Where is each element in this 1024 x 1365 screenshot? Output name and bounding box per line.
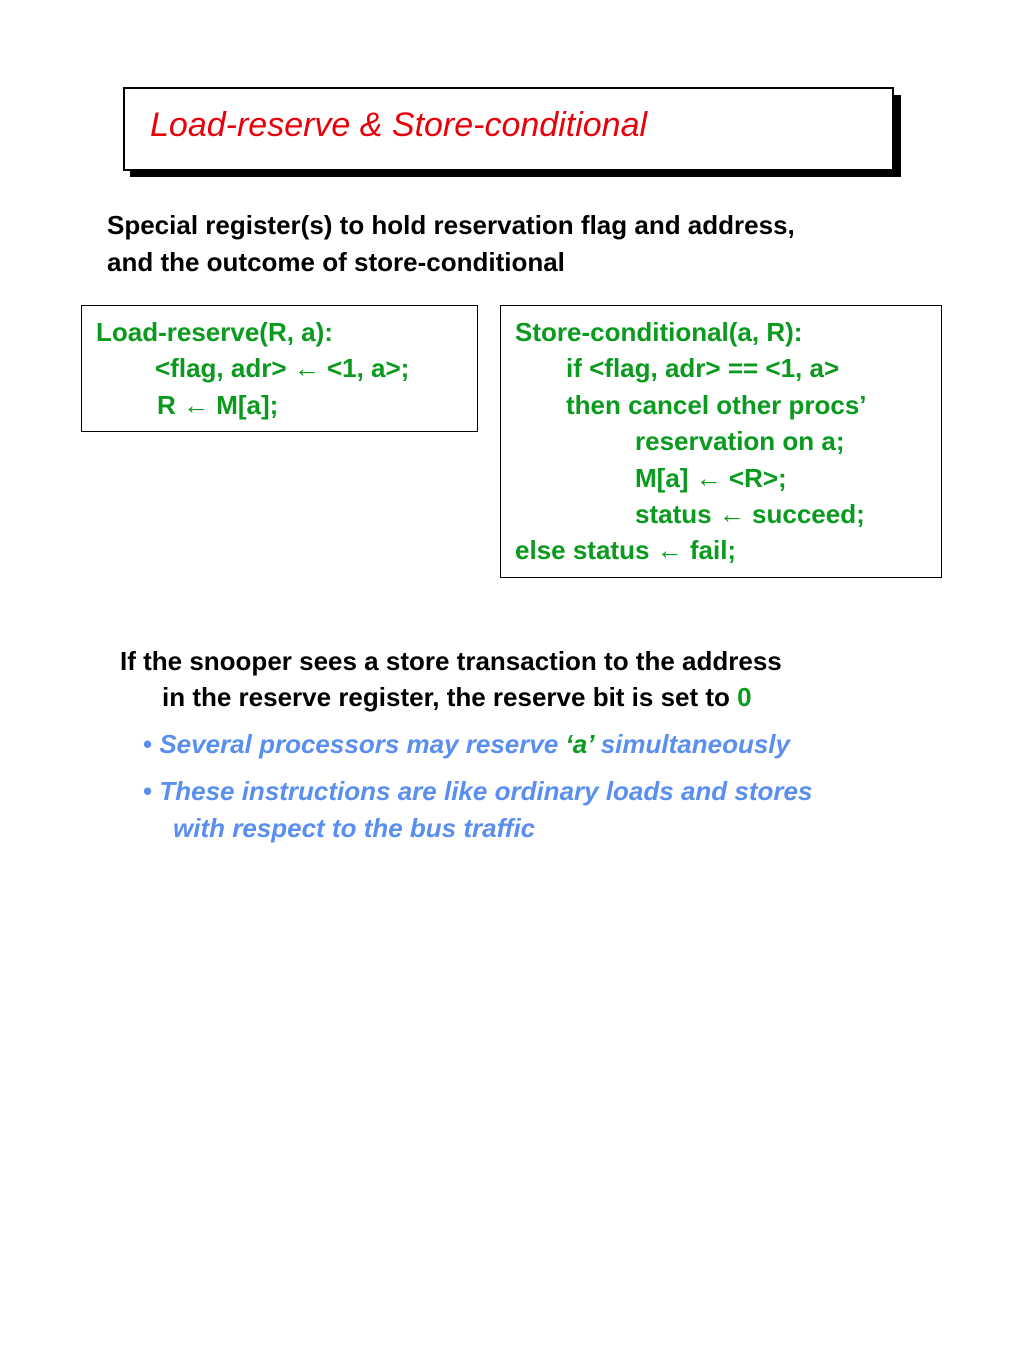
- bullet-dot: •: [143, 729, 153, 759]
- snooper-line-2: [162, 682, 752, 713]
- bullet-item-2: [143, 776, 812, 807]
- store-conditional-line-1: Store-conditional(a, R):: [515, 317, 803, 347]
- store-conditional-line-5: M[a] ← <R>;: [635, 463, 787, 493]
- bullet-2-line-2: with respect to the bus traffic: [173, 813, 536, 843]
- reserve-bit-value: 0: [737, 682, 752, 712]
- store-conditional-line-3: then cancel other procs’: [566, 390, 867, 420]
- bullet-1-suffix: simultaneously: [593, 729, 790, 759]
- intro-text: [107, 207, 795, 281]
- store-conditional-line-4: reservation on a;: [635, 426, 845, 456]
- store-conditional-line-6: status ← succeed;: [635, 499, 865, 529]
- intro-line-2: and the outcome of store-conditional: [107, 247, 565, 277]
- store-conditional-line-2: if <flag, adr> == <1, a>: [566, 353, 840, 383]
- bullet-item-1: [143, 729, 790, 760]
- bullet-dot: •: [143, 776, 153, 806]
- snooper-line-1: If the snooper sees a store transaction to the address: [120, 646, 782, 676]
- bullet-2-line-1: These instructions are like ordinary loads and stores: [159, 776, 813, 806]
- intro-line-1: Special register(s) to hold reservation flag and address,: [107, 210, 795, 240]
- store-conditional-line-7: else status ← fail;: [515, 535, 737, 565]
- bullet-1-variable: ‘a’: [565, 729, 594, 759]
- slide-title: Load-reserve & Store-conditional: [150, 106, 648, 144]
- load-reserve-line-1: Load-reserve(R, a):: [96, 317, 333, 347]
- bullet-1-text: Several processors may reserve: [159, 729, 566, 759]
- load-reserve-line-2: <flag, adr> ← <1, a>;: [155, 353, 410, 383]
- load-reserve-line-3: R ← M[a];: [157, 390, 279, 420]
- snooper-line-2-text: in the reserve register, the reserve bit is set to: [162, 682, 738, 712]
